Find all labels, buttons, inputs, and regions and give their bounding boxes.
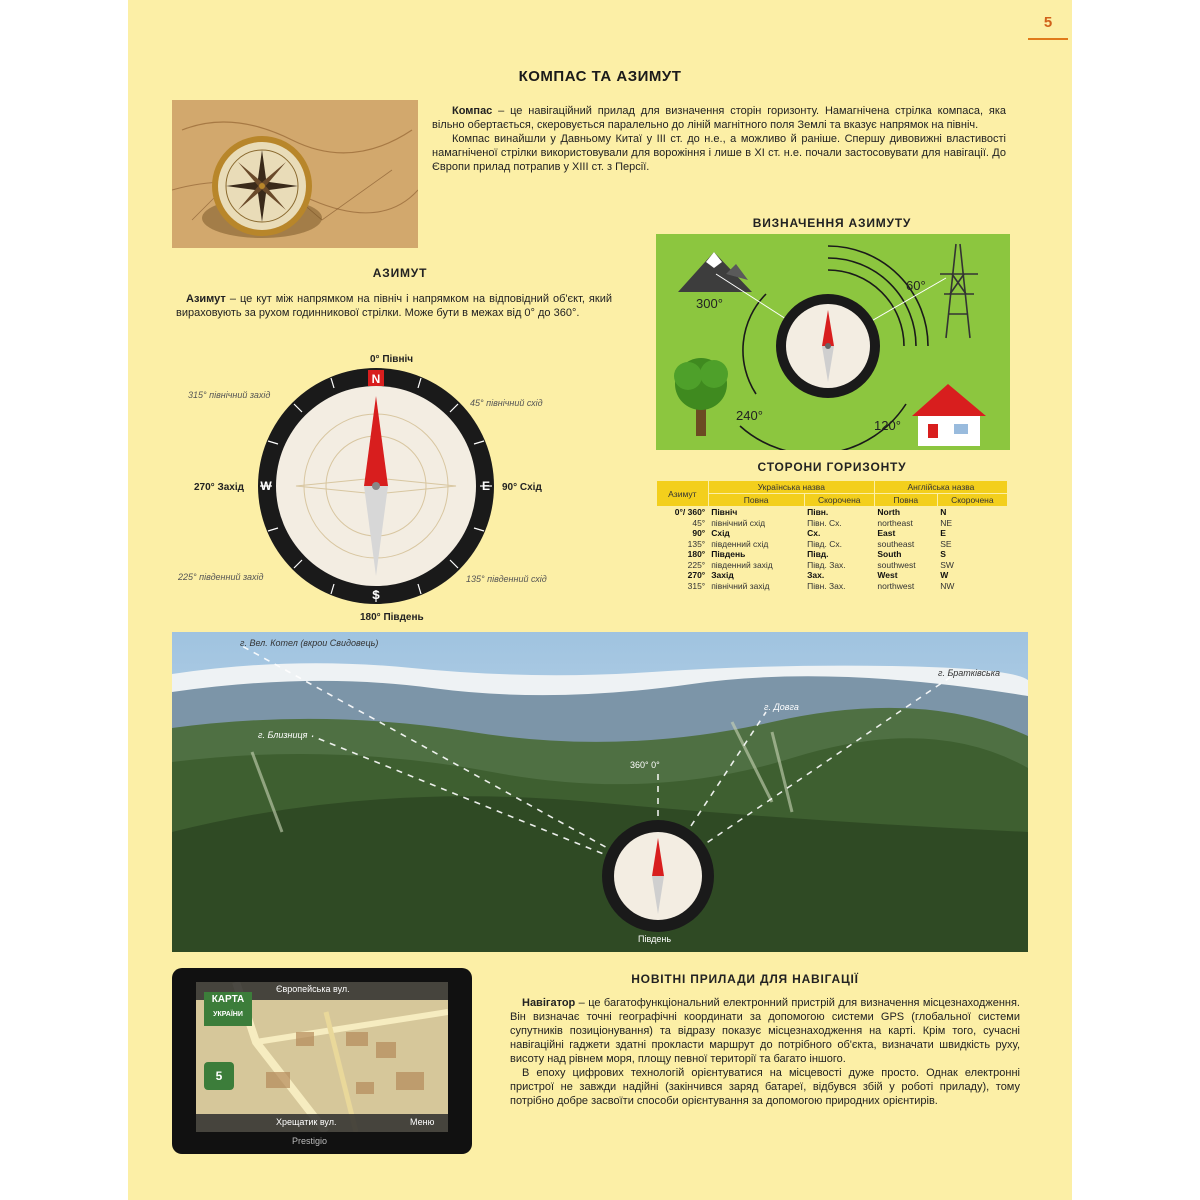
cell-eng-short: SE	[940, 538, 952, 549]
page-number: 5	[1028, 8, 1068, 40]
peak-label-mid: г. Довга	[764, 702, 799, 712]
peak-label-left: г. Вел. Котел (вкрои Свидовець)	[240, 638, 379, 648]
cell-azimuth: 45°	[692, 517, 706, 528]
cell-eng-short: S	[940, 549, 946, 559]
navigation-reliability: В епоху цифрових технологій орієнтуватися на місцевості дуже просто. Однак електронні пристрої не завжди надійні (закінчився заряд батареї, відбувся збій у роботі приладу), тому потрібно добре засвоїти способи орієнтування за допомогою природних орієнтирів.	[510, 1067, 1020, 1107]
svg-text:E: E	[481, 479, 491, 493]
angle-120: 120°	[874, 418, 901, 433]
cell-eng-full: southeast	[877, 538, 915, 549]
cell-ukr-full: Південь	[711, 549, 746, 559]
azimuth-compass-dial	[256, 366, 496, 606]
determination-heading: ВИЗНАЧЕННЯ АЗИМУТУ	[752, 216, 912, 230]
cell-ukr-short: Півд. Зах.	[807, 559, 846, 570]
gps-brand: Prestigio	[292, 1136, 328, 1146]
label-east: 90° Схід	[502, 482, 542, 493]
cell-ukr-short: Півн.	[807, 507, 829, 517]
gps-screen	[196, 982, 448, 1132]
cell-ukr-full: південний захід	[711, 559, 773, 570]
angle-240: 240°	[736, 408, 763, 423]
horizon-row	[657, 560, 1008, 571]
col-english: Англійська назва	[874, 481, 1007, 494]
navigator-term: Навігатор	[522, 997, 576, 1009]
compass-definition: – це навігаційний прилад для визначення сторін горизонту. Намагнічена стрілка компаса, яка вільно обертається, скеровується паралельно до ліній магнітного поля Землі та вказує напрямок на північ.	[432, 105, 1006, 131]
cell-azimuth: 180°	[687, 549, 706, 559]
svg-text:S: S	[371, 588, 381, 602]
label-southeast: 135° південний схід	[466, 574, 547, 584]
svg-text:N: N	[371, 372, 381, 386]
col-eng-full: Повна	[874, 494, 937, 507]
compass-history: Компас винайшли у Давньому Китаї у III ст. до н.е., а можливо й раніше. Спершу дивовижні властивості намагніченої стрілки використовували для ворожіння і лише в XI ст. н.е. почали застосовувати для навігації. До Європи прилад потрапив у XIII ст. з Персії.	[432, 133, 1006, 173]
peak-label-right: г. Братківська	[938, 668, 1001, 678]
azimuth-definition: – це кут між напрямком на північ і напрямком на відповідний об'єкт, який вираховують за рухом годинникової стрілки. Може бути в межах від 0° до 360°.	[176, 293, 612, 319]
horizon-row	[657, 507, 1008, 518]
label-north: 0° Північ	[370, 354, 414, 365]
navigator-definition: – це багатофункціональний електронний пристрій для визначення місцезнаходження. Він визначає точні географічні координати за допомогою системи GPS (глобальної системи супутників позиціонування) та відразу показує місцезнаходження на карті. Крім того, сучасні навігаційні гаджети здатні прокласти маршрут до потрібного об'єкта, визначати швидкість руху, висоту над рівнем моря, площу певної території та багато іншого.	[510, 997, 1020, 1065]
navigation-description	[510, 996, 1020, 1108]
cell-azimuth: 0°/ 360°	[674, 507, 706, 517]
horizon-row	[657, 528, 1008, 539]
cell-ukr-short: Півн. Зах.	[807, 580, 846, 591]
mountain-panorama	[172, 632, 1028, 952]
horizon-row	[657, 570, 1008, 581]
navigation-heading: НОВІТНІ ПРИЛАДИ ДЛЯ НАВІГАЦІЇ	[631, 972, 859, 986]
col-ukrainian: Українська назва	[708, 481, 874, 494]
gps-distance-button[interactable]: 5	[204, 1062, 234, 1090]
compass-description	[432, 104, 1006, 174]
panorama-center-label: 360° 0°	[630, 760, 660, 770]
gps-street: Європейська вул.	[276, 984, 350, 994]
cell-eng-full: northeast	[877, 517, 913, 528]
cell-eng-short: SW	[940, 559, 954, 570]
cell-azimuth: 270°	[687, 570, 706, 580]
panorama-bottom-label: Південь	[638, 934, 672, 944]
gps-menu-button[interactable]: Меню	[410, 1117, 435, 1127]
cell-ukr-short: Півд.	[807, 549, 829, 559]
cell-ukr-full: Схід	[711, 528, 730, 538]
label-northeast: 45° північний схід	[470, 398, 543, 408]
cell-ukr-full: північний захід	[711, 580, 770, 591]
label-southwest: 225° південний захід	[178, 572, 264, 582]
cell-ukr-full: південний схід	[711, 538, 769, 549]
horizon-heading: СТОРОНИ ГОРИЗОНТУ	[757, 460, 907, 474]
gps-logo	[204, 992, 252, 1026]
cell-azimuth: 90°	[692, 528, 706, 538]
cell-eng-full: southwest	[877, 559, 916, 570]
cell-ukr-short: Сх.	[807, 528, 821, 538]
gps-bottom-street: Хрещатик вул.	[276, 1117, 337, 1127]
label-south: 180° Південь	[360, 612, 424, 623]
cell-ukr-short: Півд. Сх.	[807, 538, 842, 549]
horizon-table	[656, 480, 1008, 591]
cell-azimuth: 315°	[687, 580, 706, 591]
gps-navigator-device	[172, 968, 472, 1154]
col-azimuth: Азимут	[657, 481, 709, 507]
peak-label-lower-left: г. Близниця	[258, 730, 308, 740]
svg-text:W: W	[260, 479, 272, 493]
label-northwest: 315° північний захід	[188, 390, 271, 400]
cell-eng-full: North	[877, 507, 901, 517]
cell-azimuth: 135°	[687, 538, 706, 549]
horizon-table-body	[657, 507, 1008, 592]
gps-logo-top: КАРТА	[211, 994, 245, 1005]
cell-azimuth: 225°	[687, 559, 706, 570]
cell-ukr-short: Зах.	[807, 570, 825, 580]
horizon-row	[657, 549, 1008, 560]
col-ukr-full: Повна	[708, 494, 804, 507]
cell-eng-full: East	[877, 528, 896, 538]
horizon-row	[657, 581, 1008, 592]
horizon-row	[657, 539, 1008, 550]
angle-300: 300°	[696, 296, 723, 311]
cell-eng-short: NE	[940, 517, 953, 528]
angle-60: 60°	[906, 278, 926, 293]
label-west: 270° Захід	[194, 482, 244, 493]
gps-logo-bottom: УКРАЇНИ	[213, 1011, 243, 1018]
azimuth-description	[176, 292, 612, 320]
cell-eng-short: W	[940, 570, 949, 580]
compass-term: Компас	[452, 105, 493, 117]
col-eng-short: Скорочена	[937, 494, 1007, 507]
compass-map-photo	[172, 100, 418, 248]
horizon-row	[657, 518, 1008, 529]
cell-eng-full: South	[877, 549, 902, 559]
cell-ukr-short: Півн. Сх.	[807, 517, 842, 528]
cell-ukr-full: Захід	[711, 570, 734, 580]
cell-eng-short: NW	[940, 580, 955, 591]
cell-eng-short: E	[940, 528, 946, 538]
cell-eng-full: West	[877, 570, 898, 580]
cell-ukr-full: Північ	[711, 507, 738, 517]
cell-ukr-full: північний схід	[711, 517, 766, 528]
page-title: КОМПАС ТА АЗИМУТ	[518, 68, 682, 85]
cell-eng-full: northwest	[877, 580, 915, 591]
azimuth-determination-diagram	[656, 234, 1010, 450]
azimuth-heading: АЗИМУТ	[372, 266, 428, 280]
azimuth-term: Азимут	[186, 293, 226, 305]
col-ukr-short: Скорочена	[804, 494, 874, 507]
cell-eng-short: N	[940, 507, 947, 517]
